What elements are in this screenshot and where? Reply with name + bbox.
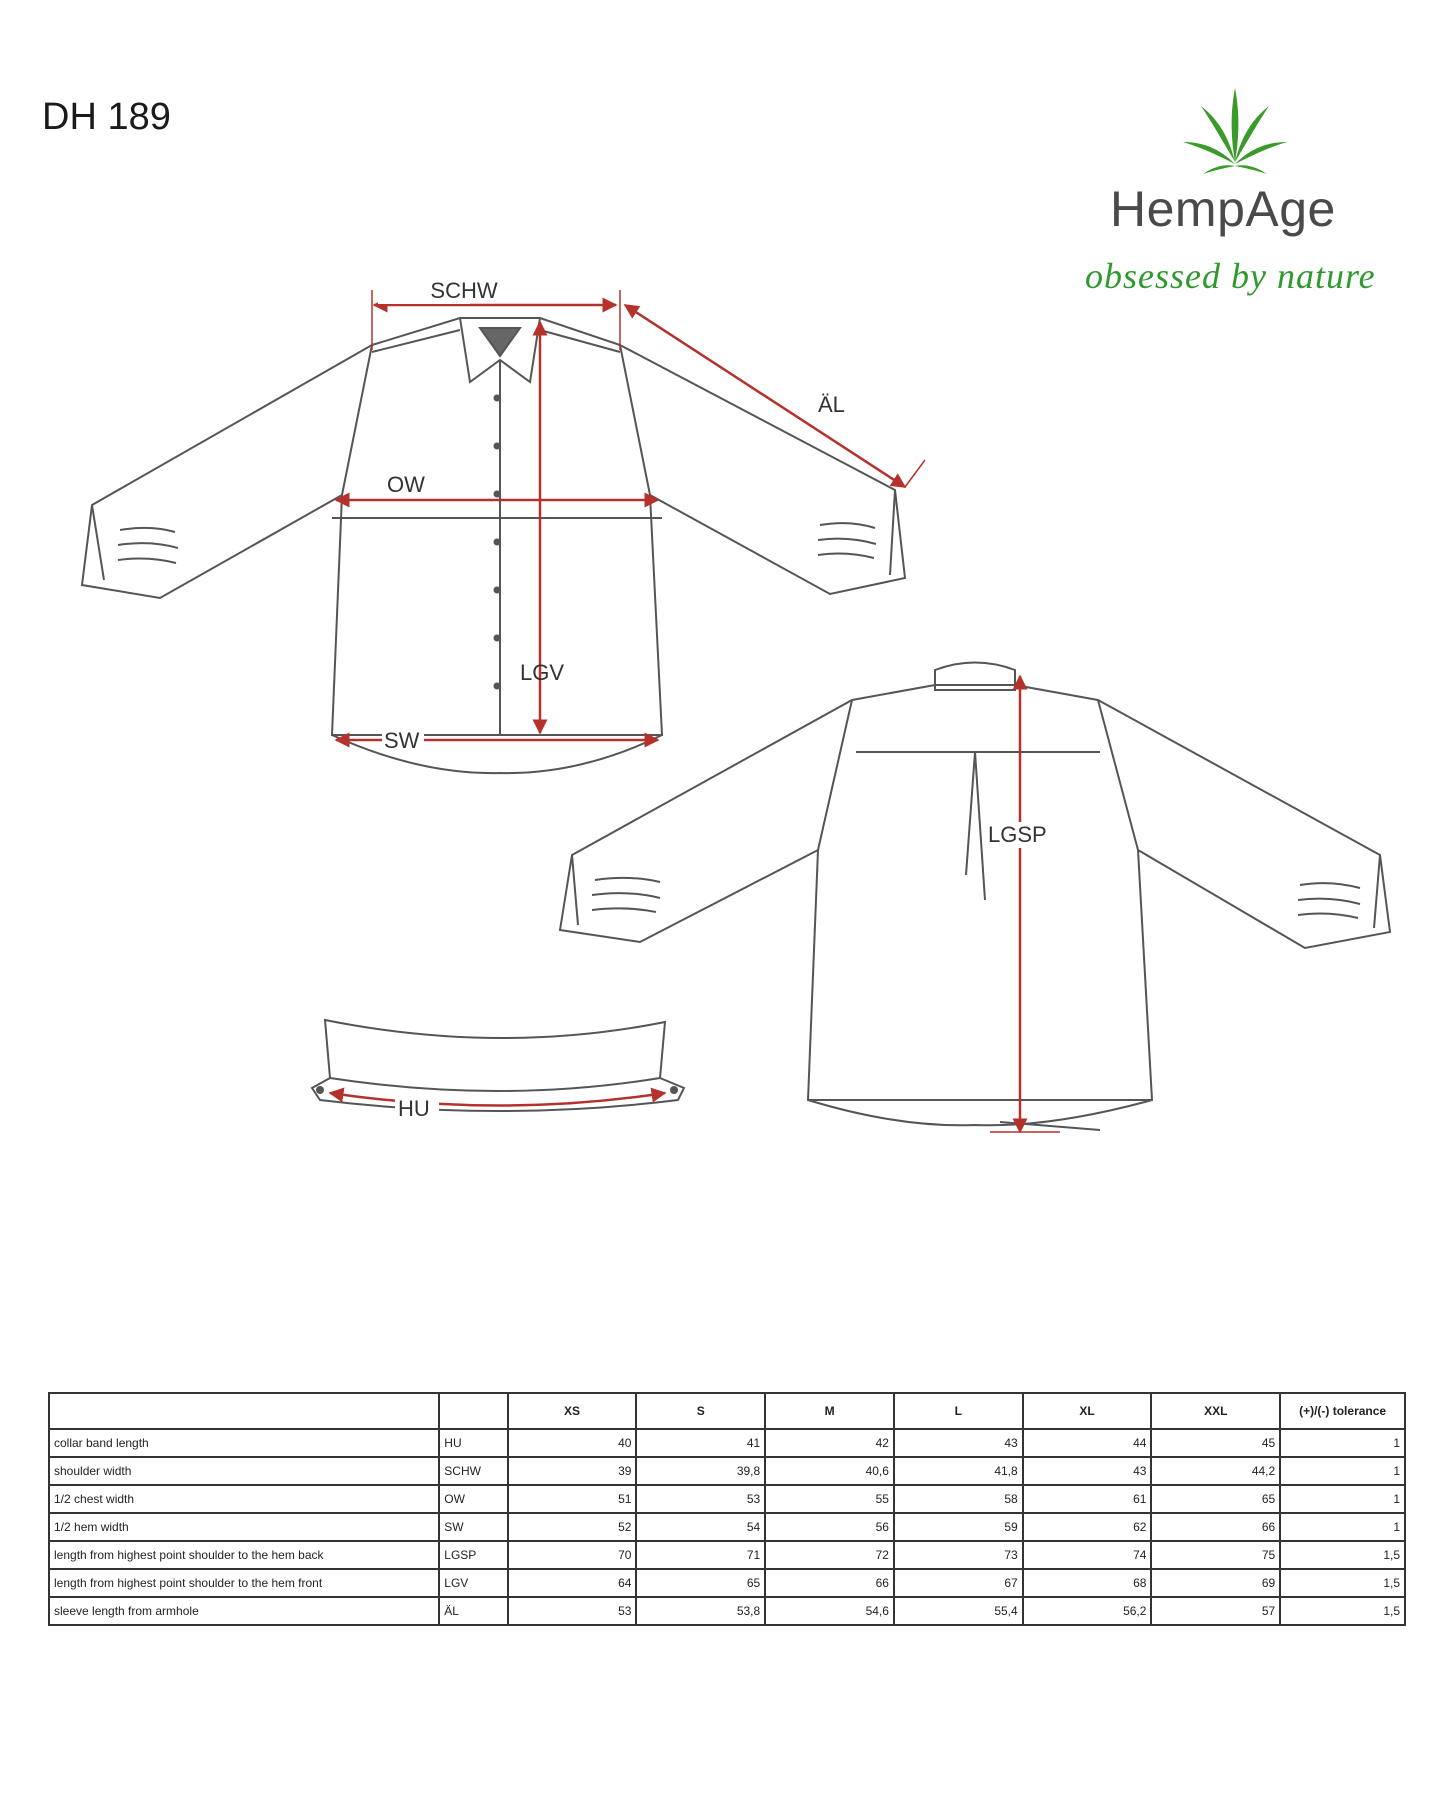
cell-s: 53,8 xyxy=(636,1597,765,1625)
hu-measure-line xyxy=(330,1093,665,1106)
table-row xyxy=(49,1541,1405,1569)
header-code xyxy=(439,1393,507,1429)
cell-xs: 40 xyxy=(508,1429,637,1457)
sw-label: SW xyxy=(384,728,420,753)
cell-m: 42 xyxy=(765,1429,894,1457)
cell-xl: 44 xyxy=(1023,1429,1152,1457)
cell-xl: 74 xyxy=(1023,1541,1152,1569)
cell-s: 54 xyxy=(636,1513,765,1541)
row-description: length from highest point shoulder to the hem back xyxy=(49,1541,439,1569)
cell-s: 39,8 xyxy=(636,1457,765,1485)
cell-s: 71 xyxy=(636,1541,765,1569)
cell-xs: 64 xyxy=(508,1569,637,1597)
cell-xl: 62 xyxy=(1023,1513,1152,1541)
brand-name: HempAge xyxy=(1110,181,1336,237)
model-code: DH 189 xyxy=(42,96,171,138)
size-chart-table xyxy=(48,1392,1406,1626)
cell-xs: 39 xyxy=(508,1457,637,1485)
cell-l: 59 xyxy=(894,1513,1023,1541)
cell-s: 65 xyxy=(636,1569,765,1597)
cell-tolerance: 1,5 xyxy=(1280,1569,1405,1597)
cell-tolerance: 1 xyxy=(1280,1457,1405,1485)
cell-m: 54,6 xyxy=(765,1597,894,1625)
lgsp-label: LGSP xyxy=(988,822,1047,847)
cell-m: 72 xyxy=(765,1541,894,1569)
header-l: L xyxy=(894,1393,1023,1429)
table-row xyxy=(49,1457,1405,1485)
cell-l: 41,8 xyxy=(894,1457,1023,1485)
row-description: shoulder width xyxy=(49,1457,439,1485)
cell-xxl: 66 xyxy=(1151,1513,1280,1541)
cell-xxl: 57 xyxy=(1151,1597,1280,1625)
brand-tagline: obsessed by nature xyxy=(1085,256,1376,296)
cell-xl: 68 xyxy=(1023,1569,1152,1597)
row-code: SW xyxy=(439,1513,507,1541)
cell-tolerance: 1 xyxy=(1280,1429,1405,1457)
row-description: 1/2 chest width xyxy=(49,1485,439,1513)
table-header-row xyxy=(49,1393,1405,1429)
cell-m: 40,6 xyxy=(765,1457,894,1485)
cell-xxl: 69 xyxy=(1151,1569,1280,1597)
cell-l: 55,4 xyxy=(894,1597,1023,1625)
cell-xxl: 65 xyxy=(1151,1485,1280,1513)
cell-xl: 61 xyxy=(1023,1485,1152,1513)
header-xs: XS xyxy=(508,1393,637,1429)
cell-xxl: 75 xyxy=(1151,1541,1280,1569)
cell-l: 43 xyxy=(894,1429,1023,1457)
row-code: LGV xyxy=(439,1569,507,1597)
cell-xl: 43 xyxy=(1023,1457,1152,1485)
row-description: 1/2 hem width xyxy=(49,1513,439,1541)
cell-l: 73 xyxy=(894,1541,1023,1569)
header-m: M xyxy=(765,1393,894,1429)
table-row xyxy=(49,1569,1405,1597)
cell-tolerance: 1 xyxy=(1280,1513,1405,1541)
cell-tolerance: 1,5 xyxy=(1280,1541,1405,1569)
hu-label: HU xyxy=(398,1096,430,1121)
table-row xyxy=(49,1429,1405,1457)
cell-l: 58 xyxy=(894,1485,1023,1513)
row-code: OW xyxy=(439,1485,507,1513)
header-xxl: XXL xyxy=(1151,1393,1280,1429)
row-code: ÄL xyxy=(439,1597,507,1625)
cell-m: 66 xyxy=(765,1569,894,1597)
lgv-label: LGV xyxy=(520,660,565,685)
ow-label: OW xyxy=(387,472,425,497)
header-tolerance: (+)/(-) tolerance xyxy=(1280,1393,1405,1429)
cell-s: 53 xyxy=(636,1485,765,1513)
cell-xxl: 44,2 xyxy=(1151,1457,1280,1485)
back-view-shirt xyxy=(560,663,1390,1131)
row-code: LGSP xyxy=(439,1541,507,1569)
schw-label: SCHW xyxy=(430,278,498,303)
cell-l: 67 xyxy=(894,1569,1023,1597)
cell-tolerance: 1,5 xyxy=(1280,1597,1405,1625)
cell-xs: 53 xyxy=(508,1597,637,1625)
row-description: length from highest point shoulder to the hem front xyxy=(49,1569,439,1597)
cell-m: 56 xyxy=(765,1513,894,1541)
cell-xs: 52 xyxy=(508,1513,637,1541)
cell-tolerance: 1 xyxy=(1280,1485,1405,1513)
table-row xyxy=(49,1485,1405,1513)
row-description: sleeve length from armhole xyxy=(49,1597,439,1625)
table-row xyxy=(49,1513,1405,1541)
front-view-shirt xyxy=(82,318,905,773)
cell-xs: 70 xyxy=(508,1541,637,1569)
header-xl: XL xyxy=(1023,1393,1152,1429)
table-row xyxy=(49,1597,1405,1625)
header-description xyxy=(49,1393,439,1429)
cell-xl: 56,2 xyxy=(1023,1597,1152,1625)
al-measure-line xyxy=(625,305,905,487)
cell-m: 55 xyxy=(765,1485,894,1513)
cell-s: 41 xyxy=(636,1429,765,1457)
row-code: HU xyxy=(439,1429,507,1457)
row-description: collar band length xyxy=(49,1429,439,1457)
row-code: SCHW xyxy=(439,1457,507,1485)
cell-xs: 51 xyxy=(508,1485,637,1513)
cell-xxl: 45 xyxy=(1151,1429,1280,1457)
header-s: S xyxy=(636,1393,765,1429)
al-label: ÄL xyxy=(818,392,845,417)
